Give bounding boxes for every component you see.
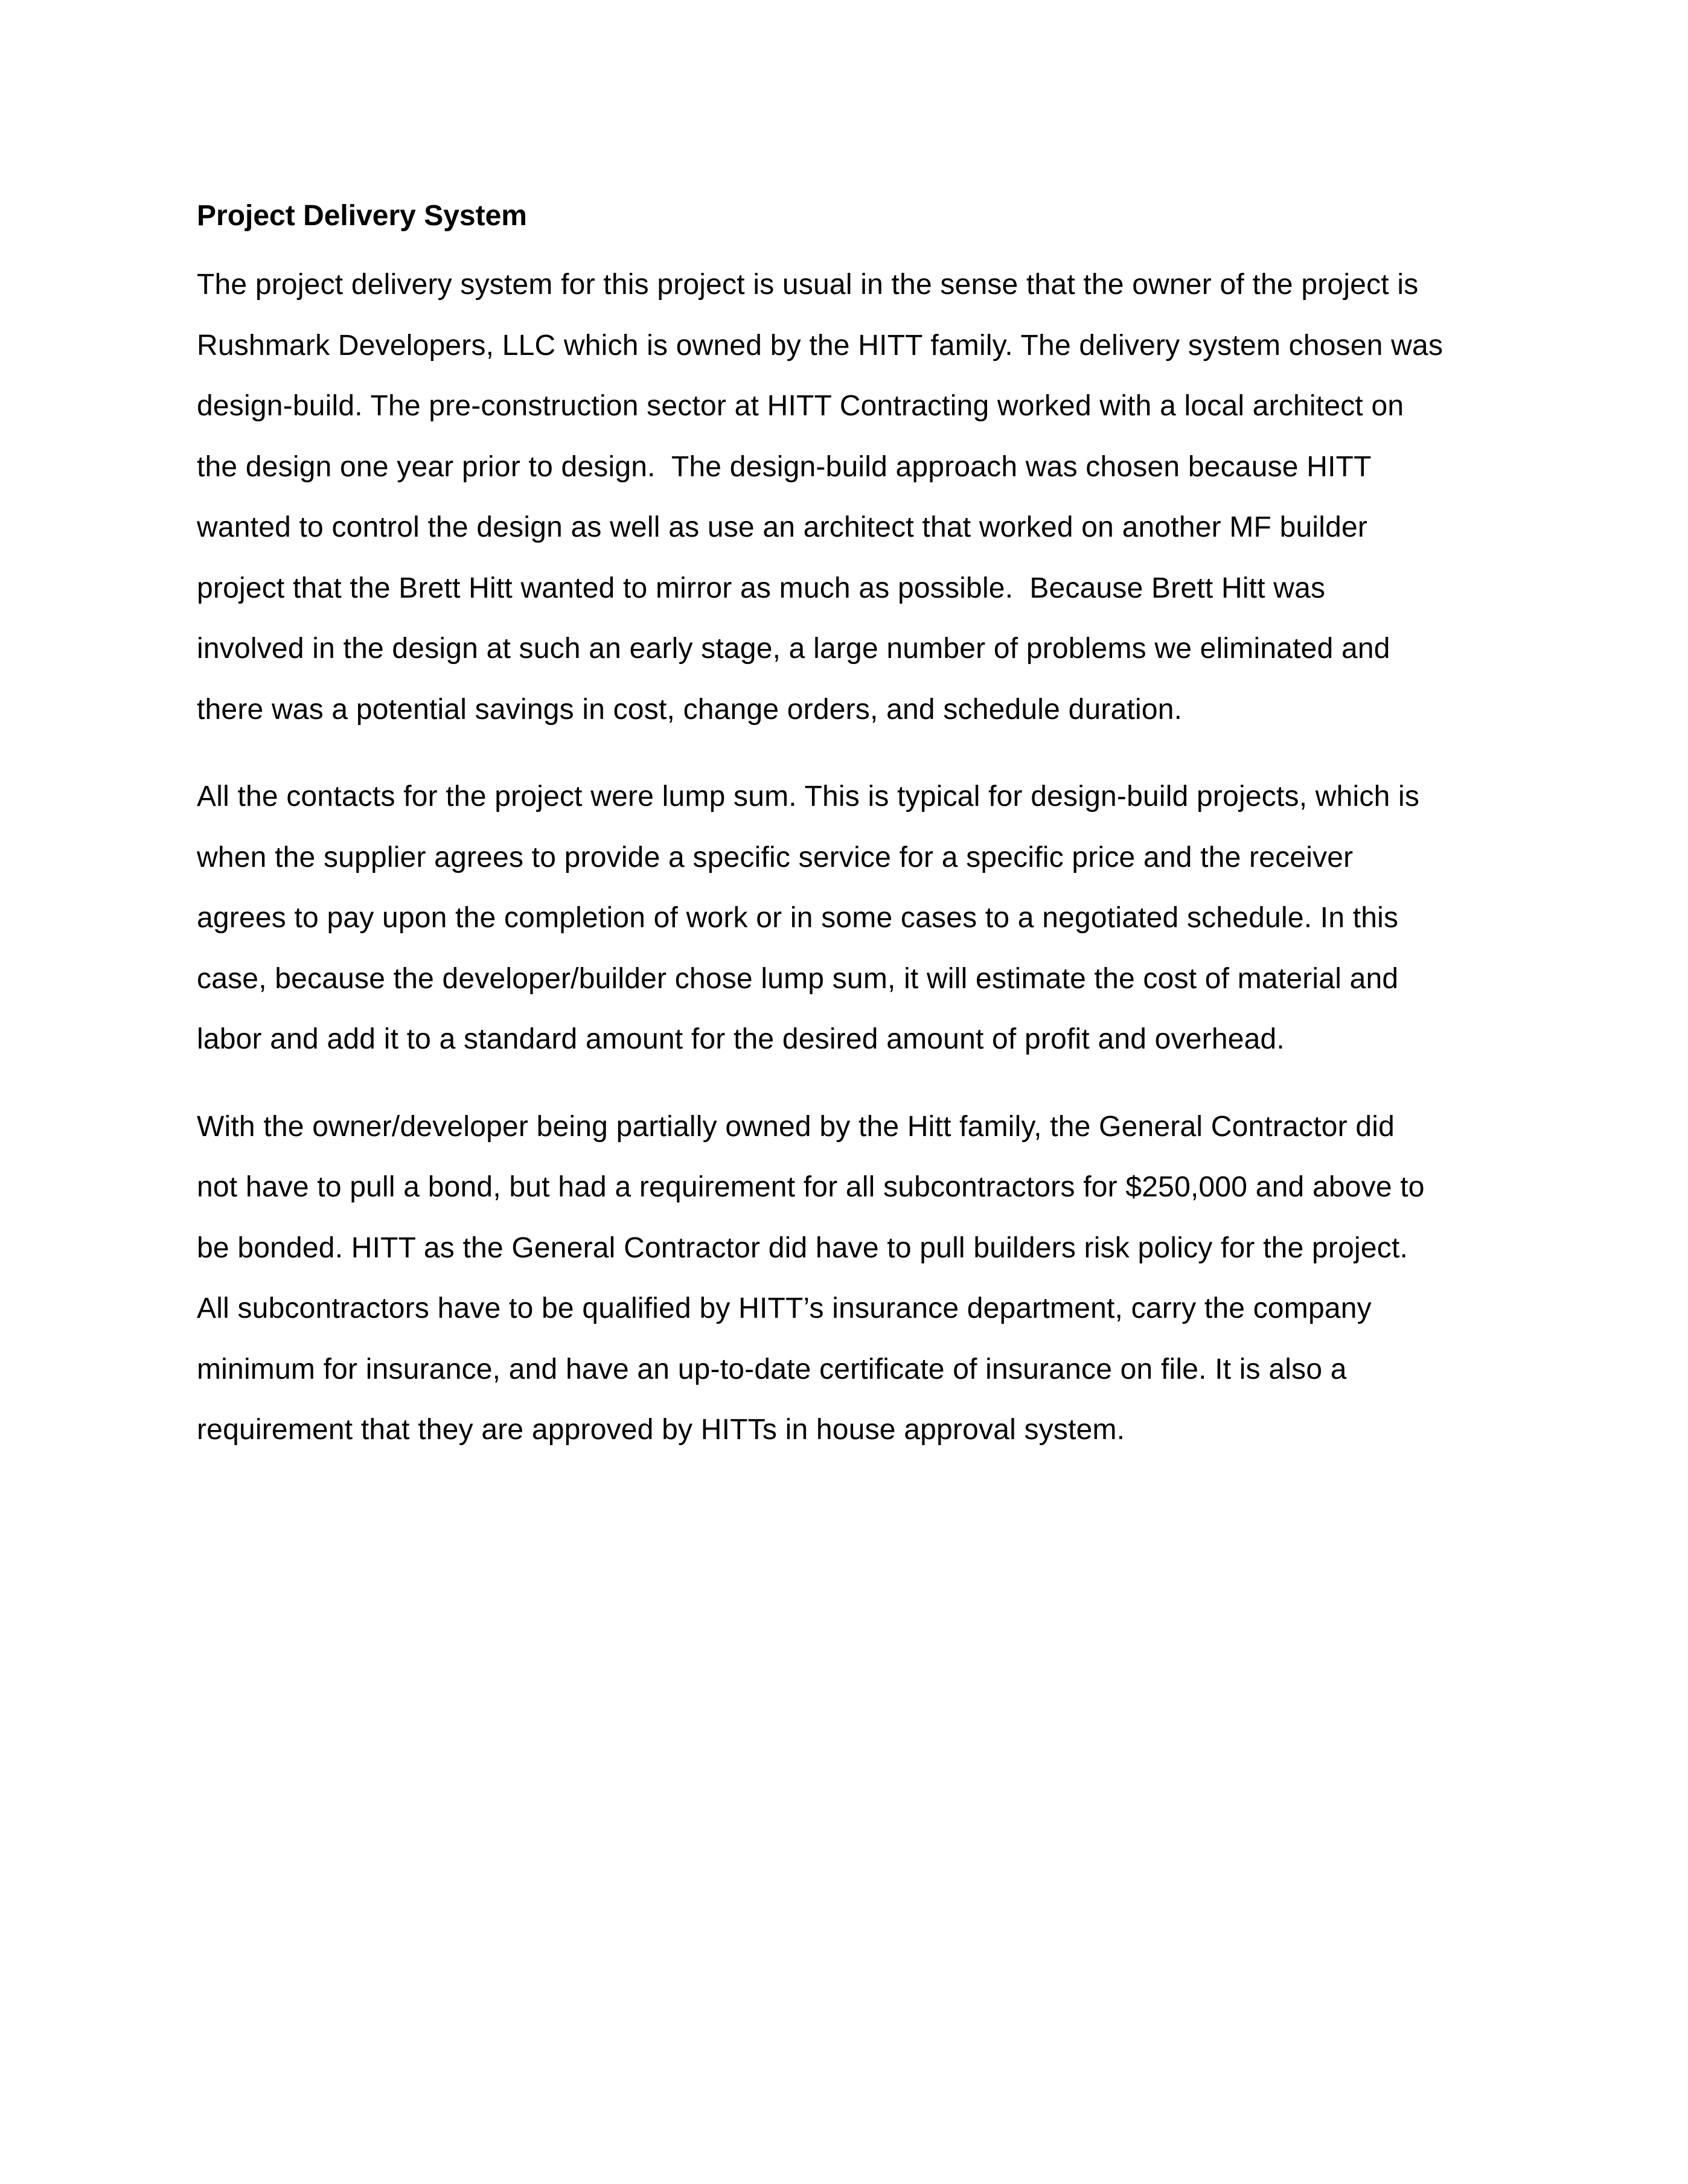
document-body — [197, 192, 1513, 1461]
text-line: requirement that they are approved by HITTs in house approval system. — [197, 1414, 1125, 1446]
text-line: design-build. The pre-construction sector at HITT Contracting worked with a local architect on — [197, 390, 1404, 422]
text-line: All the contacts for the project were lump sum. This is typical for design-build projects, which is — [197, 781, 1420, 813]
text-line: be bonded. HITT as the General Contractor did have to pull builders risk policy for the project. — [197, 1231, 1408, 1264]
text-line: project that the Brett Hitt wanted to mirror as much as possible. Because Brett Hitt was — [197, 572, 1326, 604]
text-line: agrees to pay upon the completion of work or in some cases to a negotiated schedule. In this — [197, 902, 1399, 934]
section-heading: Project Delivery System — [197, 200, 527, 232]
text-line: involved in the design at such an early stage, a large number of problems we eliminated and — [197, 633, 1390, 665]
paragraph-contracts — [197, 767, 1513, 1070]
text-line: not have to pull a bond, but had a requirement for all subcontractors for $250,000 and above to — [197, 1171, 1425, 1203]
paragraph-bonding-insurance — [197, 1097, 1513, 1461]
text-line: wanted to control the design as well as use an architect that worked on another MF builder — [197, 511, 1368, 543]
text-line: there was a potential savings in cost, change orders, and schedule duration. — [197, 693, 1183, 726]
text-line: when the supplier agrees to provide a specific service for a specific price and the receiver — [197, 841, 1354, 873]
text-line: labor and add it to a standard amount for the desired amount of profit and overhead. — [197, 1023, 1285, 1055]
text-line: minimum for insurance, and have an up-to-date certificate of insurance on file. It is also a — [197, 1353, 1347, 1385]
text-line: With the owner/developer being partially owned by the Hitt family, the General Contractor did — [197, 1110, 1395, 1143]
text-line: The project delivery system for this project is usual in the sense that the owner of the project is — [197, 269, 1419, 301]
paragraph-delivery-system — [197, 255, 1513, 740]
text-line: Rushmark Developers, LLC which is owned by the HITT family. The delivery system chosen was — [197, 329, 1443, 362]
text-line: the design one year prior to design. The design-build approach was chosen because HITT — [197, 450, 1372, 483]
text-line: case, because the developer/builder chose lump sum, it will estimate the cost of material and — [197, 962, 1399, 995]
text-line: All subcontractors have to be qualified by HITT’s insurance department, carry the company — [197, 1292, 1372, 1324]
